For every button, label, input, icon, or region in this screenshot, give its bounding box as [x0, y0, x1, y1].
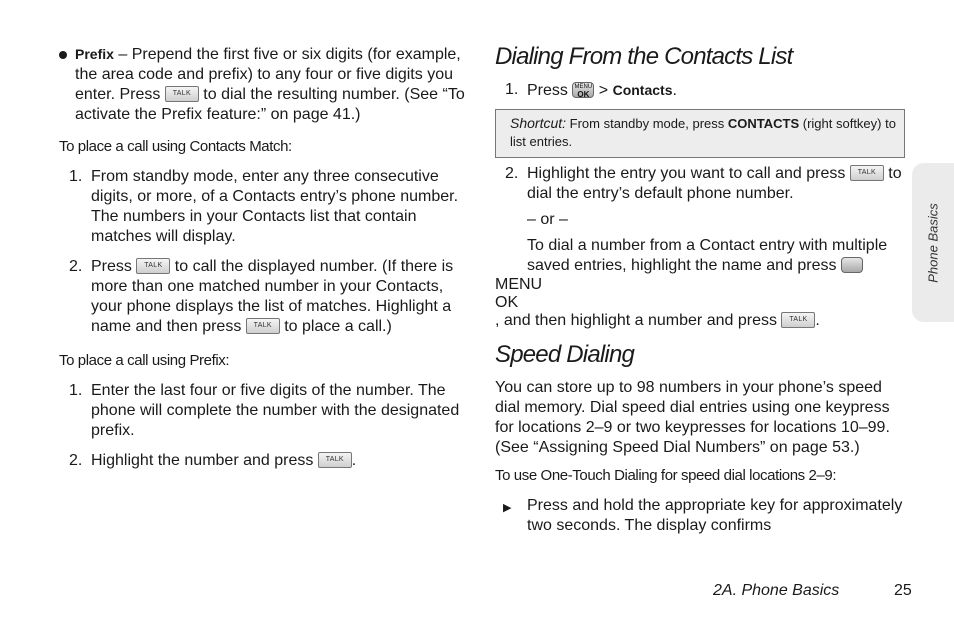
footer-section: 2A. Phone Basics [713, 582, 840, 599]
or-separator: – or – [527, 211, 568, 228]
list-item: 2. Highlight the entry you want to call and press TALK to dial the entry’s default phone number. [505, 165, 902, 202]
speed-dial-paragraph: You can store up to 98 numbers in your phone’s speed dial memory. Dial speed dial entries using one keypress for locations 2–9 or two keypresses for locations 10–99. (See “Assigning Speed Dial Numbers” on page 53.) [495, 379, 890, 456]
menu-ok-key-icon: MENU OK [572, 82, 594, 98]
shortcut-box: Shortcut: From standby mode, press CONTACTS (right softkey) to list entries. [495, 109, 905, 158]
list-item: 1. From standby mode, enter any three consecutive digits, or more, of a Contacts entry’s phone number. The numbers in your Contacts list that contain matches will display. [69, 168, 459, 245]
left-column [59, 44, 469, 471]
prefix-bullet: Prefix – Prepend the first five or six digits (for example, the area code and prefix) to any four or five digits you enter. Press TALK to dial the resulting number. (See “To activate the Prefix feature:” on page 41.) [59, 44, 469, 125]
contacts-match-heading: To place a call using Contacts Match: [59, 138, 292, 155]
prefix-term: Prefix [75, 46, 114, 62]
side-tab-label: Phone Basics [925, 202, 941, 283]
list-item: 1. Press MENU OK > Contacts. [505, 81, 677, 99]
one-touch-heading: To use One-Touch Dialing for speed dial locations 2–9: [495, 467, 837, 484]
alt-dial-paragraph: To dial a number from a Contact entry with multiple saved entries, highlight the name and press [527, 237, 888, 274]
menu-ok-key-icon [841, 257, 863, 273]
section-title-speed-dialing: Speed Dialing [495, 341, 635, 368]
list-item: 2. Highlight the number and press TALK . [69, 452, 357, 469]
talk-key-icon: TALK [246, 318, 280, 334]
talk-key-icon: TALK [850, 165, 884, 181]
prefix-heading: To place a call using Prefix: [59, 352, 230, 369]
talk-key-icon: TALK [136, 258, 170, 274]
page-number: 25 [894, 582, 912, 599]
list-item: 2. Press TALK to call the displayed number. (If there is more than one matched number in your Contacts, your phone displays the list of matches. Highlight a name and then press TALK to place a call.) [69, 258, 454, 335]
bullet-dot-icon [59, 51, 67, 59]
list-item: 1. Enter the last four or five digits of the number. The phone will complete the number with the designated prefix. [69, 382, 460, 439]
list-item: ▶ Press and hold the appropriate key for approximately two seconds. The display confirms [503, 497, 903, 534]
side-tab [912, 163, 954, 322]
arrow-bullet-icon: ▶ [503, 502, 512, 514]
right-column: Dialing From the Contacts List 1. Press MENU OK > Contacts. Shortcut: From standby mode, press CONTACTS (right softkey) to list entries. 2. Highlight the entry you want to call and press TALK to dial the entry’s default phone number. – or – To dial a number from a Contact entry with multiple saved entries, highlight the name and press MENU OK , and then highlight a number and press TALK . Speed Dialing You can store up to 98 numbers in your phone’s speed dial memory. Dial speed dial entries using one keypress for locations 2–9 or two keypresses for locations 10–99. (See “Assigning Speed Dial Numbers” on page 53.) To use One-Touch Dialing for speed dial locations 2–9: ▶ Press and hold the appropriate key for approximately two seconds. The display confirms [495, 42, 905, 536]
talk-key-icon: TALK [165, 86, 199, 102]
talk-key-icon: TALK [318, 452, 352, 468]
section-title-dialing: Dialing From the Contacts List [495, 43, 793, 70]
talk-key-icon: TALK [781, 312, 815, 328]
